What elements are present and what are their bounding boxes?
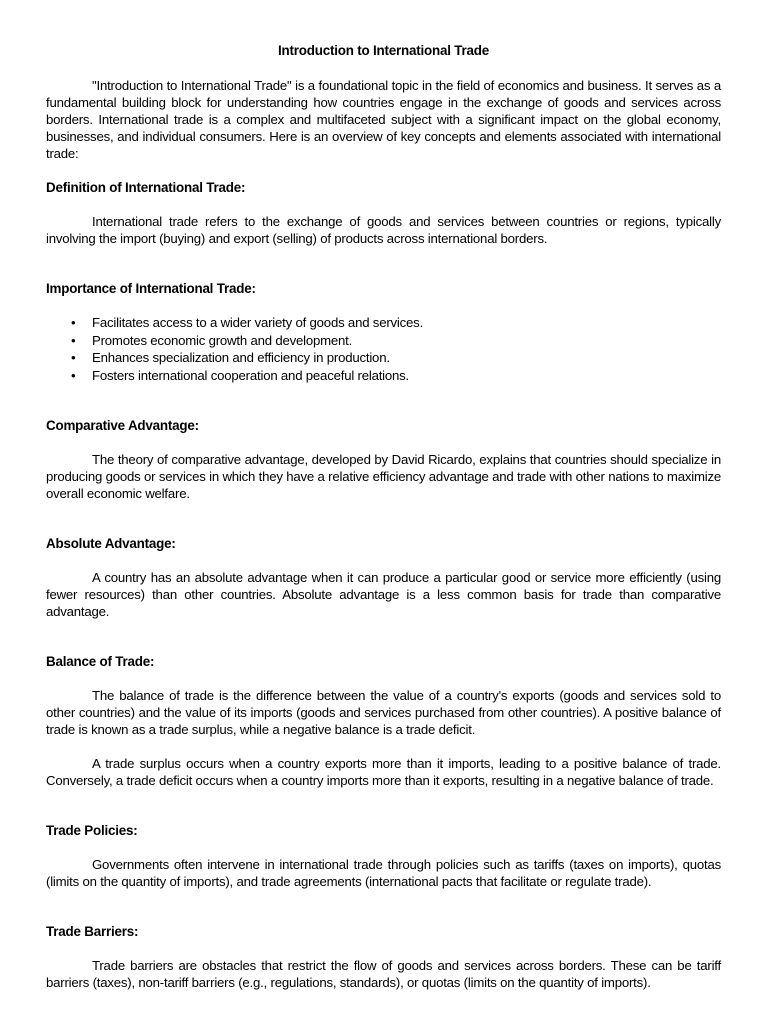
trade-policies-paragraph: Governments often intervene in international trade through policies such as tariffs (taxes on imports), quotas (limits on the quantity of imports), and trade agreements (international pacts that facilitate or regulate trade). <box>46 857 721 889</box>
list-item-text: Facilitates access to a wider variety of goods and services. <box>92 315 424 330</box>
list-item <box>71 349 721 367</box>
balance-of-trade-heading: Balance of Trade: <box>46 654 155 669</box>
bullet-icon: • <box>71 350 76 365</box>
list-item-text: Promotes economic growth and development. <box>92 332 353 348</box>
comparative-advantage-paragraph: The theory of comparative advantage, developed by David Ricardo, explains that countries should specialize in producing goods or services in which they have a relative efficiency advantage and trade with other nations to maximize overall economic welfare. <box>46 452 721 501</box>
absolute-advantage-paragraph: A country has an absolute advantage when it can produce a particular good or service more efficiently (using fewer resources) than other countries. Absolute advantage is a less common basis for trade than comparative advantage. <box>46 570 721 619</box>
document-page <box>46 42 721 991</box>
trade-barriers-heading: Trade Barriers: <box>46 924 139 939</box>
importance-list <box>46 314 721 384</box>
list-item-text: Enhances specialization and efficiency in production. <box>92 350 390 365</box>
list-item <box>71 367 721 385</box>
intro-paragraph: "Introduction to International Trade" is a foundational topic in the field of economics and business. It serves as a fundamental building block for understanding how countries engage in the exchange of goods and services across borders. International trade is a complex and multifaceted subject with a significant impact on the global economy, businesses, and individual consumers. Here is an overview of key concepts and elements associated with international trade: <box>46 78 721 161</box>
definition-paragraph: International trade refers to the exchange of goods and services between countries or regions, typically involving the import (buying) and export (selling) of products across international borders. <box>46 214 721 246</box>
trade-surplus-paragraph: A trade surplus occurs when a country exports more than it imports, leading to a positive balance of trade. Conversely, a trade deficit occurs when a country imports more than it exports, resulting in a negative balance of trade. <box>46 756 721 788</box>
bullet-icon: • <box>71 332 76 348</box>
bullet-icon: • <box>71 315 76 330</box>
list-item <box>71 314 721 332</box>
trade-barriers-paragraph: Trade barriers are obstacles that restrict the flow of goods and services across borders. These can be tariff barriers (taxes), non-tariff barriers (e.g., regulations, standards), or quotas (limits on the quantity of imports). <box>46 958 721 990</box>
definition-heading: Definition of International Trade: <box>46 180 246 195</box>
balance-of-trade-paragraph: The balance of trade is the difference between the value of a country's exports (goods and services sold to other countries) and the value of its imports (goods and services purchased from other countries). A positive balance of trade is known as a trade surplus, while a negative balance is a trade deficit. <box>46 688 721 737</box>
document-title: Introduction to International Trade <box>278 43 489 58</box>
absolute-advantage-heading: Absolute Advantage: <box>46 536 176 551</box>
list-item-text: Fosters international cooperation and peaceful relations. <box>92 367 410 383</box>
bullet-icon: • <box>71 367 76 383</box>
importance-heading: Importance of International Trade: <box>46 281 256 296</box>
list-item <box>71 332 721 350</box>
comparative-advantage-heading: Comparative Advantage: <box>46 418 199 433</box>
trade-policies-heading: Trade Policies: <box>46 823 138 838</box>
